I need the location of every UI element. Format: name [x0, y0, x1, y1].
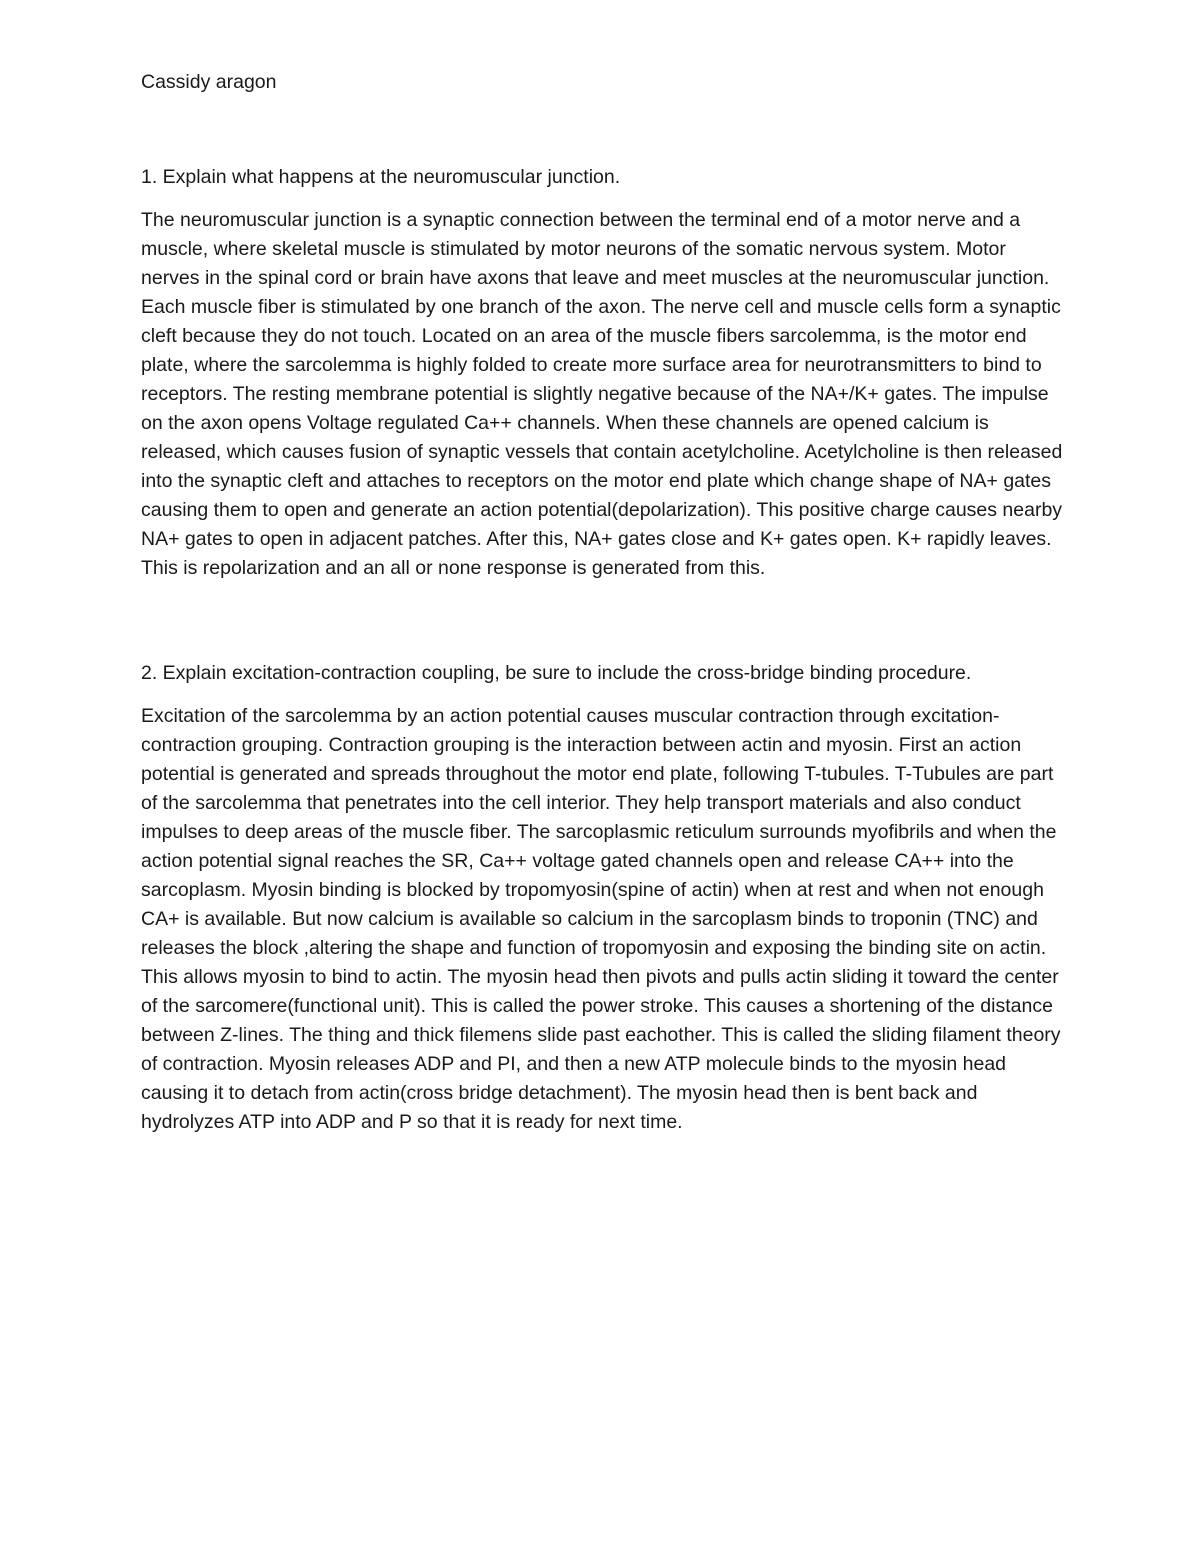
- question-1: 1. Explain what happens at the neuromuscular junction.: [141, 166, 621, 188]
- document-page: [141, 68, 1066, 1137]
- question-2: 2. Explain excitation-contraction coupling, be sure to include the cross-bridge binding procedure.: [141, 662, 972, 684]
- author-name: Cassidy aragon: [141, 71, 277, 93]
- answer-2: Excitation of the sarcolemma by an action potential causes muscular contraction through excitation-contraction grouping. Contraction grouping is the interaction between actin and myosin. First an action potential is generated and spreads throughout the motor end plate, following T-tubules. T-Tubules are part of the sarcolemma that penetrates into the cell interior. They help transport materials and also conduct impulses to deep areas of the muscle fiber. The sarcoplasmic reticulum surrounds myofibrils and when the action potential signal reaches the SR, Ca++ voltage gated channels open and release CA++ into the sarcoplasm. Myosin binding is blocked by tropomyosin(spine of actin) when at rest and when not enough CA+ is available. But now calcium is available so calcium in the sarcoplasm binds to troponin (TNC) and releases the block ,altering the shape and function of tropomyosin and exposing the binding site on actin. This allows myosin to bind to actin. The myosin head then pivots and pulls actin sliding it toward the center of the sarcomere(functional unit). This is called the power stroke. This causes a shortening of the distance between Z-lines. The thing and thick filemens slide past eachother. This is called the sliding filament theory of contraction. Myosin releases ADP and PI, and then a new ATP molecule binds to the myosin head causing it to detach from actin(cross bridge detachment). The myosin head then is bent back and hydrolyzes ATP into ADP and P so that it is ready for next time.: [141, 705, 1061, 1133]
- answer-1: The neuromuscular junction is a synaptic connection between the terminal end of a motor nerve and a muscle, where skeletal muscle is stimulated by motor neurons of the somatic nervous system. Motor nerves in the spinal cord or brain have axons that leave and meet muscles at the neuromuscular junction. Each muscle fiber is stimulated by one branch of the axon. The nerve cell and muscle cells form a synaptic cleft because they do not touch. Located on an area of the muscle fibers sarcolemma, is the motor end plate, where the sarcolemma is highly folded to create more surface area for neurotransmitters to bind to receptors. The resting membrane potential is slightly negative because of the NA+/K+ gates. The impulse on the axon opens Voltage regulated Ca++ channels. When these channels are opened calcium is released, which causes fusion of synaptic vessels that contain acetylcholine. Acetylcholine is then released into the synaptic cleft and attaches to receptors on the motor end plate which change shape of NA+ gates causing them to open and generate an action potential(depolarization). This positive charge causes nearby NA+ gates to open in adjacent patches. After this, NA+ gates close and K+ gates open. K+ rapidly leaves. This is repolarization and an all or none response is generated from this.: [141, 209, 1063, 579]
